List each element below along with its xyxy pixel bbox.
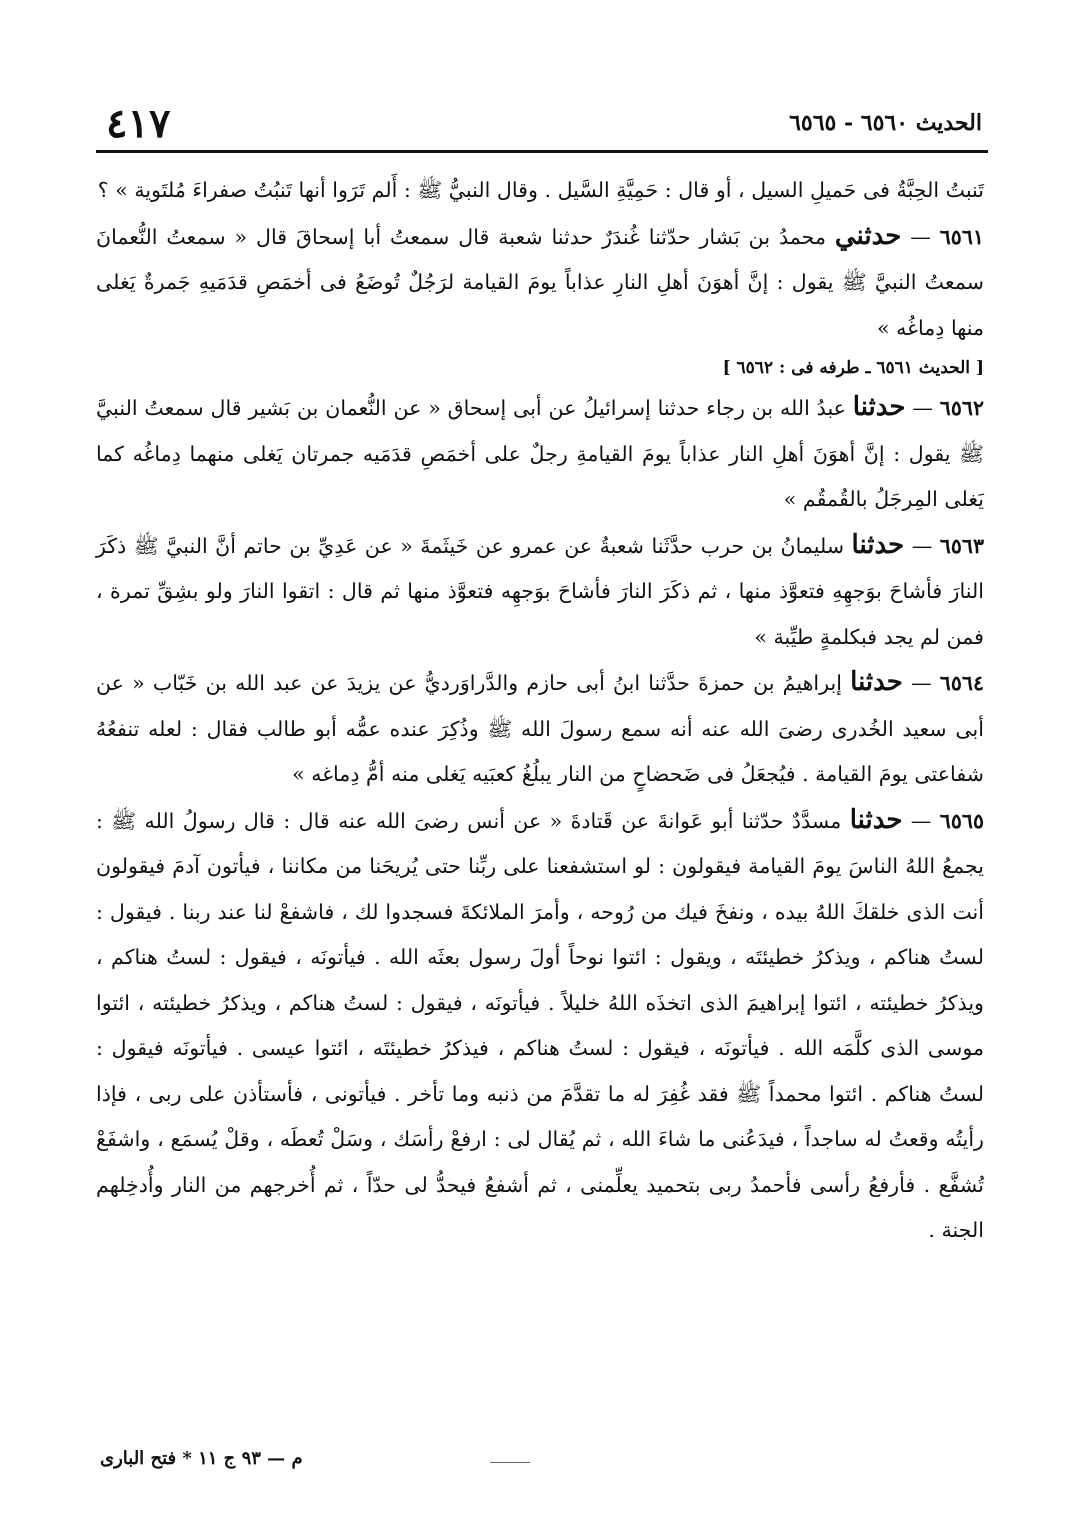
page-body: [96, 168, 984, 1254]
page-number: ٤١٧: [106, 100, 171, 147]
cross-reference-note: [ الحديث ٦٥٦١ ـ طرفه فى : ٦٥٦٢ ]: [722, 358, 984, 378]
hadith-chain-label: حدثنا: [849, 804, 903, 835]
hadith-text: سليمانُ بن حرب حدَّثَنا شعبةُ عن عمرو عن خَيثَمةَ « عن عَدِيِّ بن حاتم أنَّ النبيَّ ﷺ ذكَرَ النارَ فأشاحَ بوَجهِهِ فتعوَّذ منها ، ثم ذكَرَ النارَ فأشاحَ بوَجهِه فتعوَّذ منها ثم قال : اتقوا النارَ ولو بشِقِّ تمرة ، فمن لم يجد فبكلمةٍ طيِّبة »: [96, 533, 984, 649]
hadith-chain-label: حدثنا: [852, 392, 906, 422]
hadith-text: مسدَّدٌ حدّثنا أبو عَوانةَ عن قَتادةَ « عن أنس رضىَ الله عنه قال : قال رسولُ الله ﷺ : يجمعُ اللهُ الناسَ يومَ القيامة فيقولون : لو استشفعنا على ربِّنا حتى يُريحَنا من مكاننا ، فيأتون آدمَ فيقولون أنت الذى خلقكَ اللهُ بيده ، ونفخَ فيك من رُوحه ، وأمرَ الملائكةَ فسجدوا لك ، فاشفعْ لنا عند ربنا . فيقول : لستُ هناكم ، ويذكرُ خطيئتَه ، ويقول : ائتوا نوحاً أولَ رسول بعثَه الله . فيأتونَه ، فيقول : لستُ هناكم ، ويذكرُ خطيئته ، ائتوا إبراهيمَ الذى اتخذَه اللهُ خليلاً . فيأتونَه ، فيقول : لستُ هناكم ، ويذكرُ خطيئته ، ائتوا موسى الذى كلَّمَه الله . فيأتونَه ، فيقول : لستُ هناكم ، فيذكرُ خطيئتَه ، ائتوا عيسى . فيأتونَه فيقول : لستُ هناكم . ائتوا محمداً ﷺ فقد غُفِرَ له ما تقدَّمَ من ذنبه وما تأخر . فيأتونى ، فأستأذن على ربى ، فإذا رأيتُه وقعتُ له ساجداً ، فيدَعُنى ما شاءَ الله ، ثم يُقال لى : ارفعْ رأسَك ، وسَلْ تُعطَه ، وقلْ يُسمَع ، واشفَعْ تُشفَّع . فأرفعُ رأسى فأحمدُ ربى بتحميد يعلِّمنى ، ثم أشفعُ فيحدُّ لى حدّاً ، ثم أُخرجهم من النار وأُدخِلهم الجنة .: [96, 808, 984, 1242]
hadith-number: ٦٥٦٣: [939, 533, 985, 558]
hadith-number: ٦٥٦١: [939, 224, 984, 249]
hadith-6561: ٦٥٦١ — حدثني محمدُ بن بَشار حدّثنا غُندَرٌ حدثنا شعبة قال سمعتُ أبا إسحاقَ قال « سمعتُ النُّعمانَ سمعتُ النبيَّ ﷺ يقول : إنَّ أهوَنَ أهلِ النارِ عذاباً يومَ القيامة لرَجُلٌ تُوضَعُ فى أخمَصِ قدَمَيهِ جَمرةٌ يَغلى منها دِماغُه »: [96, 220, 984, 340]
hadith-chain-label: حدثنا: [851, 529, 905, 560]
hadith-6562: ٦٥٦٢ — حدثنا عبدُ الله بن رجاء حدثنا إسرائيلُ عن أبى إسحاق « عن النُّعمان بن بَشير قال سمعتُ النبيَّ ﷺ يقول : إنَّ أهوَنَ أهلِ النار عذاباً يومَ القيامةِ رجلٌ على أخمَصِ قدَمَيه جمرتان يَغلى منهما دِماغُه كما يَغلى المِرجَلُ بالقُمقُم »: [96, 392, 985, 511]
hadith-6564: ٦٥٦٤ — حدثنا إبراهيمُ بن حمزةَ حدَّثنا ابنُ أبى حازم والدَّراوَرديُّ عن يزيدَ عن عبد الله بن خَبّاب « عن أبى سعيد الخُدرى رضىَ الله عنه أنه سمع رسولَ الله ﷺ وذُكِرَ عنده عمُّه أبو طالب فقال : لعله تنفعُهُ شفاعتى يومَ القيامة . فيُجعَلُ فى ضَحضاحٍ من النار يبلُغُ كعبَيه يَغلى منه أمُّ دِماغه »: [96, 667, 985, 786]
hadith-number: ٦٥٦٥: [939, 808, 985, 833]
hadith-range-title: الحديث ٦٥٦٠ - ٦٥٦٥: [789, 110, 982, 136]
header-divider: [96, 150, 988, 153]
footer-divider: [490, 1462, 530, 1463]
hadith-number: ٦٥٦٤: [939, 671, 985, 695]
hadith-text: عبدُ الله بن رجاء حدثنا إسرائيلُ عن أبى إسحاق « عن النُّعمان بن بَشير قال سمعتُ النبيَّ ﷺ يقول : إنَّ أهوَنَ أهلِ النار عذاباً يومَ القيامةِ رجلٌ على أخمَصِ قدَمَيه جمرتان يَغلى منهما دِماغُه كما يَغلى المِرجَلُ بالقُمقُم »: [96, 396, 984, 511]
hadith-chain-label: حدثنا: [850, 667, 903, 697]
page-header: [98, 96, 986, 152]
hadith-number: ٦٥٦٢: [939, 396, 985, 420]
hadith-6565: ٦٥٦٥ — حدثنا مسدَّدٌ حدّثنا أبو عَوانةَ عن قَتادةَ « عن أنس رضىَ الله عنه قال : قال رسولُ الله ﷺ : يجمعُ اللهُ الناسَ يومَ القيامة فيقولون : لو استشفعنا على ربِّنا حتى يُريحَنا من مكاننا ، فيأتون آدمَ فيقولون أنت الذى خلقكَ اللهُ بيده ، ونفخَ فيك من رُوحه ، وأمرَ الملائكةَ فسجدوا لك ، فاشفعْ لنا عند ربنا . فيقول : لستُ هناكم ، ويذكرُ خطيئتَه ، ويقول : ائتوا نوحاً أولَ رسول بعثَه الله . فيأتونَه ، فيقول : لستُ هناكم ، ويذكرُ خطيئته ، ائتوا إبراهيمَ الذى اتخذَه اللهُ خليلاً . فيأتونَه ، فيقول : لستُ هناكم ، ويذكرُ خطيئته ، ائتوا موسى الذى كلَّمَه الله . فيأتونَه ، فيقول : لستُ هناكم ، فيذكرُ خطيئتَه ، ائتوا عيسى . فيأتونَه فيقول : لستُ هناكم . ائتوا محمداً ﷺ فقد غُفِرَ له ما تقدَّمَ من ذنبه وما تأخر . فيأتونى ، فأستأذن على ربى ، فإذا رأيتُه وقعتُ له ساجداً ، فيدَعُنى ما شاءَ الله ، ثم يُقال لى : ارفعْ رأسَك ، وسَلْ تُعطَه ، وقلْ يُسمَع ، واشفَعْ تُشفَّع . فأرفعُ رأسى فأحمدُ ربى بتحميد يعلِّمنى ، ثم أشفعُ فيحدُّ لى حدّاً ، ثم أُخرجهم من النار وأُدخِلهم الجنة .: [96, 804, 985, 1242]
hadith-text: محمدُ بن بَشار حدّثنا غُندَرٌ حدثنا شعبة قال سمعتُ أبا إسحاقَ قال « سمعتُ النُّعمانَ سمعتُ النبيَّ ﷺ يقول : إنَّ أهوَنَ أهلِ النارِ عذاباً يومَ القيامة لرَجُلٌ تُوضَعُ فى أخمَصِ قدَمَيهِ جَمرةٌ يَغلى منها دِماغُه »: [96, 224, 984, 340]
intro-paragraph: تَنبتُ الحِبَّةُ فى حَميلِ السيل ، أو قال : حَمِيَّةِ السَّيل . وقال النبيُّ ﷺ : أَلم تَرَوا أنها تَنبُتُ صفراءَ مُلتَوية » ؟: [97, 178, 984, 202]
hadith-6563: ٦٥٦٣ — حدثنا سليمانُ بن حرب حدَّثَنا شعبةُ عن عمرو عن خَيثَمةَ « عن عَدِيِّ بن حاتم أنَّ النبيَّ ﷺ ذكَرَ النارَ فأشاحَ بوَجهِهِ فتعوَّذ منها ، ثم ذكَرَ النارَ فأشاحَ بوَجهِه فتعوَّذ منها ثم قال : اتقوا النارَ ولو بشِقِّ تمرة ، فمن لم يجد فبكلمةٍ طيِّبة »: [96, 529, 985, 649]
page-footer: م — ٩٣ ج ١١ * فتح البارى: [100, 1448, 303, 1469]
hadith-chain-label: حدثني: [834, 220, 902, 251]
hadith-text: إبراهيمُ بن حمزةَ حدَّثنا ابنُ أبى حازم والدَّراوَرديُّ عن يزيدَ عن عبد الله بن خَبّاب « عن أبى سعيد الخُدرى رضىَ الله عنه أنه سمع رسولَ الله ﷺ وذُكِرَ عنده عمُّه أبو طالب فقال : لعله تنفعُهُ شفاعتى يومَ القيامة . فيُجعَلُ فى ضَحضاحٍ من النار يبلُغُ كعبَيه يَغلى منه أمُّ دِماغه »: [96, 671, 984, 786]
